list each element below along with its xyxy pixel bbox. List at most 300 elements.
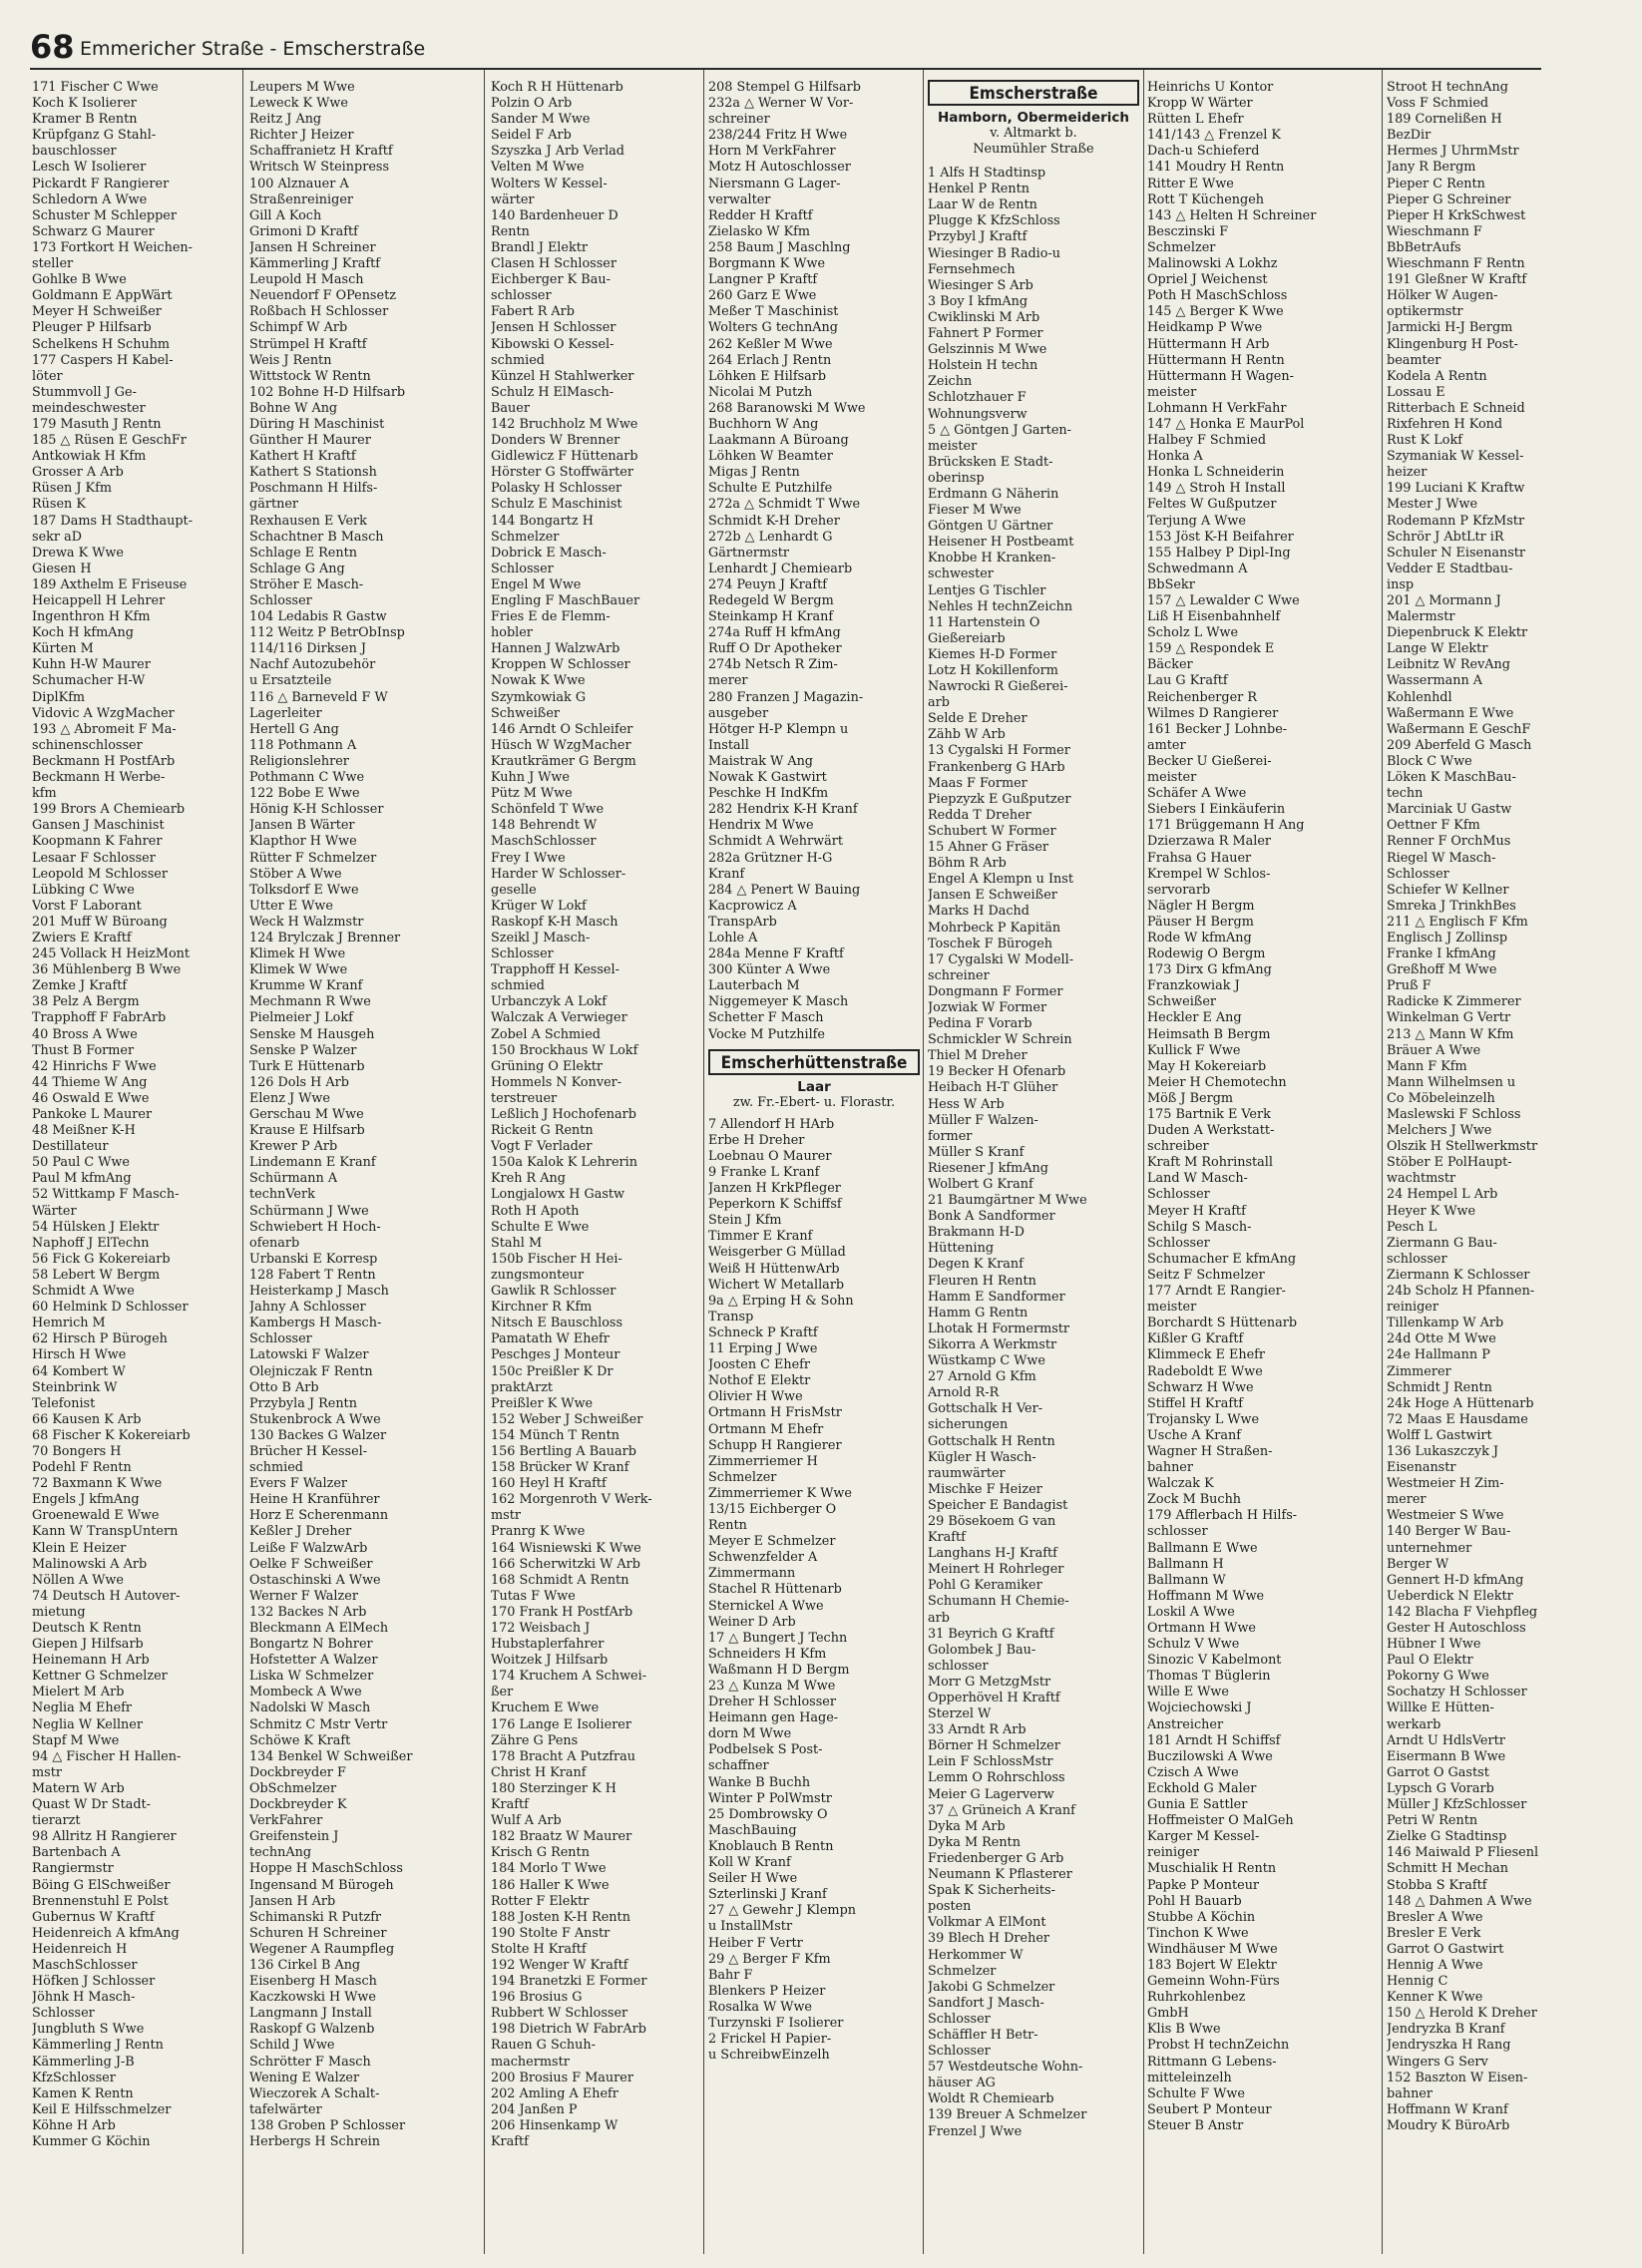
directory-entry: Zeichn	[928, 374, 973, 390]
directory-entry: Woldt R Chemiearb	[928, 2091, 1054, 2107]
directory-entry: Nägler H Bergm	[1147, 898, 1255, 914]
directory-entry: Rüsen J Kfm	[32, 481, 112, 497]
directory-entry: Mohrbeck P Kapitän	[928, 920, 1061, 936]
directory-entry: Jensen H Schlosser	[491, 320, 616, 336]
directory-entry: 190 Stolte F Anstr	[491, 1925, 611, 1941]
directory-entry: Kirchner R Kfm	[491, 1300, 593, 1316]
directory-entry: Waßermann E Wwe	[1387, 705, 1514, 721]
directory-entry: Börner H Schmelzer	[928, 1738, 1060, 1754]
directory-entry: Rauen G Schuh-	[491, 2038, 596, 2054]
directory-entry: Latowski F Walzer	[249, 1347, 369, 1363]
directory-entry: Pütz M Wwe	[491, 786, 573, 802]
directory-entry: 134 Benkel W Schweißer	[249, 1748, 413, 1764]
directory-entry: Lange W Elektr	[1387, 641, 1488, 657]
directory-entry: Gansen J Maschinist	[32, 818, 165, 834]
directory-entry: Wieschmann F Rentn	[1387, 256, 1525, 272]
directory-entry: Horz E Scherenmann	[249, 1508, 389, 1524]
directory-entry: Mechmann R Wwe	[249, 994, 371, 1010]
directory-entry: Bohne W Ang	[249, 400, 338, 416]
directory-entry: Löhken W Beamter	[708, 449, 833, 465]
directory-entry: Frahsa G Hauer	[1147, 850, 1252, 866]
directory-entry: 150c Preißler K Dr	[491, 1363, 614, 1379]
directory-entry: Greßhoff M Wwe	[1387, 962, 1497, 978]
directory-entry: Rixfehren H Kond	[1387, 416, 1503, 432]
directory-entry: Kämmerling J Rentn	[32, 2038, 164, 2054]
directory-entry: Nothof E Elektr	[708, 1373, 811, 1389]
directory-entry: Pieper C Rentn	[1387, 176, 1485, 191]
directory-entry: Tinchon K Wwe	[1147, 1925, 1249, 1941]
directory-entry: 162 Morgenroth V Werk-	[491, 1492, 652, 1508]
directory-entry: 24e Hallmann P	[1387, 1347, 1490, 1363]
directory-entry: Schledorn A Wwe	[32, 191, 148, 207]
directory-entry: Kürten M	[32, 641, 94, 657]
directory-entry: Meyer H Kraftf	[1147, 1203, 1246, 1219]
directory-entry: Schumann H Chemie-	[928, 1594, 1069, 1610]
directory-entry: 70 Bongers H	[32, 1443, 122, 1459]
directory-entry: 159 △ Respondek E	[1147, 641, 1275, 657]
directory-entry: 300 Künter A Wwe	[708, 962, 831, 978]
directory-entry: Stroot H technAng	[1387, 80, 1508, 95]
directory-entry: Opperhövel H Kraftf	[928, 1691, 1060, 1705]
directory-entry: Nöllen A Wwe	[32, 1572, 124, 1588]
directory-entry: Preißler K Wwe	[491, 1395, 594, 1411]
directory-entry: 141 Moudry H Rentn	[1147, 160, 1285, 176]
directory-entry: Schürmann A	[249, 1171, 338, 1187]
directory-entry: 174 Kruchem A Schwei-	[491, 1669, 647, 1685]
directory-entry: Hess W Arb	[928, 1096, 1005, 1112]
directory-entry: 245 Vollack H HeizMont	[32, 946, 191, 962]
directory-entry: Bauer	[491, 400, 530, 416]
directory-entry: 187 Dams H Stadthaupt-	[32, 513, 194, 529]
directory-entry: Erdmann G Näherin	[928, 486, 1059, 502]
directory-entry: Schlosser	[928, 2011, 991, 2027]
directory-entry: 57 Westdeutsche Wohn-	[928, 2060, 1083, 2076]
directory-entry: 148 Behrendt W	[491, 818, 598, 834]
directory-entry: Schlotzhauer F	[928, 390, 1026, 406]
directory-entry: Franke I kfmAng	[1387, 946, 1496, 962]
directory-entry: Böing G ElSchweißer	[32, 1877, 171, 1893]
directory-entry: Lübking C Wwe	[32, 882, 135, 898]
directory-entry: 211 △ Englisch F Kfm	[1387, 914, 1528, 930]
directory-entry: reiniger	[1147, 1845, 1199, 1861]
directory-entry: 42 Hinrichs F Wwe	[32, 1058, 157, 1074]
directory-entry: 272a △ Schmidt T Wwe	[708, 497, 861, 513]
directory-entry: schlosser	[491, 288, 552, 304]
directory-entry: Schlosser	[928, 2044, 991, 2060]
directory-entry: Gottschalk H Ver-	[928, 1401, 1043, 1417]
directory-entry: Klimek W Wwe	[249, 962, 348, 978]
directory-entry: Stiffel H Kraftf	[1147, 1395, 1243, 1411]
directory-entry: Co Möbeleinzelh	[1387, 1090, 1495, 1106]
directory-entry: Krumme W Kranf	[249, 978, 363, 994]
directory-entry: 202 Amling A Ehefr	[491, 2085, 618, 2101]
directory-entry: ofenarb	[249, 1235, 300, 1251]
directory-entry: Destillateur	[32, 1139, 109, 1155]
directory-entry: Koch R H Hüttenarb	[491, 80, 623, 95]
directory-entry: Tolksdorf E Wwe	[249, 882, 359, 898]
directory-entry: Schuster M Schlepper	[32, 207, 177, 223]
directory-entry: Koopmann K Fahrer	[32, 834, 163, 850]
directory-entry: Keßler J Dreher	[249, 1524, 352, 1540]
column-rule	[484, 70, 485, 2254]
directory-entry: Ballmann H	[1147, 1556, 1224, 1572]
directory-entry: 232a △ Werner W Vor-	[708, 96, 854, 112]
directory-entry: Schmelzer	[491, 529, 560, 545]
directory-entry: dorn M Wwe	[708, 1726, 792, 1742]
directory-entry: meindeschwester	[32, 400, 146, 416]
directory-entry: Wüstkamp C Wwe	[928, 1353, 1045, 1369]
street-district: Laar	[797, 1078, 831, 1095]
directory-entry: 13/15 Eichberger O	[708, 1501, 837, 1517]
directory-entry: Leupold H Masch	[249, 272, 364, 288]
directory-entry: 72 Baxmann K Wwe	[32, 1476, 163, 1492]
directory-entry: bahner	[1387, 2085, 1433, 2101]
directory-entry: Pohl H Bauarb	[1147, 1893, 1242, 1909]
column-6	[1147, 80, 1379, 2254]
directory-entry: 213 △ Mann W Kfm	[1387, 1026, 1514, 1042]
directory-entry: Rodemann P KfzMstr	[1387, 513, 1525, 529]
directory-entry: Stubbe A Köchin	[1147, 1909, 1256, 1925]
directory-entry: mstr	[32, 1764, 62, 1780]
directory-entry: 150 △ Herold K Dreher	[1387, 2006, 1537, 2022]
directory-entry: Kummer G Köchin	[32, 2134, 151, 2149]
directory-entry: Winkelman G Vertr	[1387, 1010, 1511, 1026]
directory-entry: Schlosser	[1147, 1235, 1210, 1251]
directory-entry: Evers F Walzer	[249, 1476, 348, 1492]
directory-entry: 182 Braatz W Maurer	[491, 1829, 632, 1845]
directory-entry: Jansen B Wärter	[249, 818, 355, 834]
directory-entry: Podbelsek S Post-	[708, 1742, 823, 1758]
directory-entry: 60 Helmink D Schlosser	[32, 1300, 189, 1316]
directory-entry: 141/143 △ Frenzel K	[1147, 128, 1281, 144]
directory-entry: Zielke G Stadtinsp	[1387, 1829, 1507, 1845]
directory-entry: Hörster G Stoffwärter	[491, 465, 633, 481]
directory-entry: Redda T Dreher	[928, 807, 1031, 823]
directory-entry: Kißler G Kraftf	[1147, 1331, 1244, 1347]
page-header	[30, 28, 1541, 70]
directory-entry: Hennig A Wwe	[1387, 1957, 1483, 1973]
directory-entry: Schmickler W Schrein	[928, 1032, 1072, 1048]
directory-entry: Krempel W Schlos-	[1147, 866, 1271, 882]
directory-entry: Schlage E Rentn	[249, 545, 357, 561]
directory-entry: Eisenberg H Masch	[249, 1974, 377, 1990]
directory-entry: BbSekr	[1147, 576, 1195, 592]
directory-entry: Poth H MaschSchloss	[1147, 288, 1288, 304]
directory-entry: 39 Blech H Dreher	[928, 1931, 1050, 1947]
directory-entry: 29 Bösekoem G van	[928, 1513, 1056, 1529]
directory-entry: May H Kokereiarb	[1147, 1058, 1267, 1074]
directory-entry: Mann Wilhelmsen u	[1387, 1074, 1516, 1090]
directory-entry: 3 Boy I kfmAng	[928, 293, 1028, 309]
directory-entry: Wille E Wwe	[1147, 1685, 1229, 1701]
directory-entry: Clasen H Schlosser	[491, 256, 616, 272]
directory-entry: Schwedmann A	[1147, 561, 1248, 576]
directory-entry: praktArzt	[491, 1379, 554, 1395]
directory-entry: 274 Peuyn J Kraftf	[708, 576, 828, 592]
directory-entry: Stapf M Wwe	[32, 1732, 120, 1748]
directory-entry: Schlage G Ang	[249, 561, 345, 576]
directory-entry: Schumacher E kfmAng	[1147, 1251, 1297, 1267]
directory-entry: Zwiers E Kraftf	[32, 930, 132, 945]
directory-entry: Ortmann H Wwe	[1147, 1621, 1256, 1636]
directory-entry: Schulz H ElMasch-	[491, 384, 615, 400]
directory-entry: 36 Mühlenberg B Wwe	[32, 962, 182, 978]
directory-entry: Land W Masch-	[1147, 1171, 1248, 1187]
directory-entry: Brennenstuhl E Polst	[32, 1893, 169, 1909]
directory-entry: Rütten L Ehefr	[1147, 112, 1244, 128]
directory-entry: Sikorra A Werkmstr	[928, 1336, 1057, 1352]
directory-entry: Kämmerling J Kraftf	[249, 256, 380, 272]
directory-entry: Czisch A Wwe	[1147, 1764, 1239, 1780]
directory-entry: Friedenberger G Arb	[928, 1850, 1064, 1866]
directory-entry: Diepenbruck K Elektr	[1387, 625, 1528, 641]
directory-entry: Otto B Arb	[249, 1379, 319, 1395]
directory-entry: Langhans H-J Kraftf	[928, 1546, 1057, 1562]
directory-entry: Redder H Kraftf	[708, 207, 813, 223]
directory-entry: Buczilowski A Wwe	[1147, 1748, 1273, 1764]
directory-entry: Waßermann E GeschF	[1387, 721, 1531, 737]
directory-entry: Opriel J Weichenst	[1147, 272, 1268, 288]
directory-entry: Hemrich M	[32, 1316, 106, 1331]
directory-entry: 37 △ Grüneich A Kranf	[928, 1802, 1075, 1818]
directory-entry: Heinemann H Arb	[32, 1653, 150, 1669]
directory-entry: 102 Bohne H-D Hilfsarb	[249, 384, 406, 400]
directory-entry: Kiemes H-D Former	[928, 646, 1057, 662]
directory-entry: Dongmann F Former	[928, 983, 1063, 999]
directory-entry: Brücksken E Stadt-	[928, 454, 1053, 470]
directory-entry: 196 Brosius G	[491, 1990, 583, 2006]
directory-entry: Kuhn J Wwe	[491, 770, 570, 786]
directory-entry: Loskil A Wwe	[1147, 1604, 1235, 1620]
directory-entry: Schneck P Kraftf	[708, 1324, 818, 1340]
directory-entry: Pankoke L Maurer	[32, 1107, 153, 1122]
directory-entry: Gottschalk H Rentn	[928, 1433, 1055, 1449]
directory-entry: schlosser	[1147, 1524, 1208, 1540]
directory-entry: 156 Bertling A Bauarb	[491, 1443, 636, 1459]
directory-entry: tafelwärter	[249, 2101, 322, 2117]
directory-entry: 13 Cygalski H Former	[928, 743, 1070, 759]
directory-entry: Krisch G Rentn	[491, 1845, 590, 1861]
directory-entry: schreiner	[708, 112, 770, 128]
entry-list	[491, 80, 700, 2150]
directory-entry: Matern W Arb	[32, 1780, 125, 1796]
directory-entry: Wegener A Raumpfleg	[249, 1941, 395, 1957]
directory-entry: 72 Maas E Hausdame	[1387, 1411, 1528, 1427]
directory-entry: Steinkamp H Kranf	[708, 609, 834, 625]
directory-entry: Senske P Walzer	[249, 1042, 357, 1058]
directory-entry: Klein E Heizer	[32, 1540, 127, 1556]
directory-entry: Fleuren H Rentn	[928, 1273, 1036, 1289]
directory-entry: Nadolski W Masch	[249, 1701, 371, 1716]
directory-entry: 152 Baszton W Eisen-	[1387, 2070, 1528, 2085]
directory-entry: 191 Gleßner W Kraftf	[1387, 272, 1527, 288]
directory-entry: bahner	[1147, 1460, 1193, 1476]
directory-entry: Lesaar F Schlosser	[32, 850, 156, 866]
directory-entry: schmied	[491, 352, 545, 368]
directory-entry: Jansen E Schweißer	[928, 888, 1057, 904]
directory-entry: Hüttening	[928, 1241, 995, 1257]
directory-entry: Schäffler H Betr-	[928, 2027, 1038, 2043]
directory-entry: 148 △ Dahmen A Wwe	[1387, 1893, 1532, 1909]
directory-entry: Fries E de Flemm-	[491, 609, 611, 625]
directory-entry: Wolters W Kessel-	[491, 176, 608, 191]
directory-entry: 118 Pothmann A	[249, 737, 357, 753]
directory-entry: Möß J Bergm	[1147, 1090, 1234, 1106]
directory-entry: Engling F MaschBauer	[491, 593, 640, 608]
directory-entry: Neglia M Ehefr	[32, 1701, 133, 1716]
directory-entry: Schweißer	[1147, 994, 1217, 1010]
directory-entry: 274b Netsch R Zim-	[708, 657, 838, 673]
street-location: Neumühler Straße	[973, 142, 1094, 158]
directory-entry: Hirsch H Wwe	[32, 1347, 127, 1363]
directory-entry: Rodewig O Bergm	[1147, 946, 1266, 962]
directory-entry: Renner F OrchMus	[1387, 834, 1511, 850]
directory-entry: tierarzt	[32, 1813, 81, 1829]
directory-entry: Gester H Autoschloss	[1387, 1621, 1526, 1636]
directory-entry: Pleuger P Hilfsarb	[32, 320, 152, 336]
directory-entry: 238/244 Fritz H Wwe	[708, 128, 848, 144]
directory-entry: Reitz J Ang	[249, 112, 322, 128]
directory-entry: Tutas F Wwe	[491, 1588, 576, 1604]
directory-entry: Ruhrkohlenbez	[1147, 1990, 1246, 2006]
directory-entry: amter	[1147, 737, 1186, 753]
directory-entry: 184 Morlo T Wwe	[491, 1861, 607, 1877]
directory-entry: 68 Fischer K Kokereiarb	[32, 1427, 191, 1443]
directory-entry: 17 △ Bungert J Techn	[708, 1630, 848, 1646]
directory-entry: 158 Brücker W Kranf	[491, 1460, 629, 1476]
directory-entry: Westmeier H Zim-	[1387, 1476, 1504, 1492]
directory-entry: Weiner D Arb	[708, 1614, 796, 1630]
directory-entry: Sinozic V Kabelmont	[1147, 1653, 1282, 1669]
directory-entry: 179 Afflerbach H Hilfs-	[1147, 1508, 1298, 1524]
directory-entry: Liska W Schmelzer	[249, 1669, 374, 1685]
directory-entry: reiniger	[1387, 1300, 1438, 1316]
directory-entry: Heine H Kranführer	[249, 1492, 380, 1508]
directory-entry: Rexhausen E Verk	[249, 513, 367, 529]
directory-entry: 194 Branetzki E Former	[491, 1974, 647, 1990]
directory-entry: Kämmerling J-B	[32, 2054, 135, 2070]
directory-entry: Riesener J kfmAng	[928, 1160, 1048, 1176]
directory-entry: Kruchem E Wwe	[491, 1701, 600, 1716]
directory-entry: Schubert W Former	[928, 823, 1056, 839]
directory-entry: Günther H Maurer	[249, 433, 371, 449]
directory-entry: Podehl F Rentn	[32, 1460, 132, 1476]
directory-entry: Dockbreyder K	[249, 1797, 347, 1813]
directory-entry: Schmelzer	[928, 1963, 997, 1979]
directory-entry: TranspArb	[708, 914, 777, 930]
directory-entry: Nawrocki R Gießerei-	[928, 679, 1068, 695]
directory-entry: Garrot O Gastwirt	[1387, 1941, 1504, 1957]
directory-entry: heizer	[1387, 465, 1428, 481]
directory-entry: Kraftf	[491, 1797, 529, 1813]
directory-entry: u InstallMstr	[708, 1919, 793, 1935]
directory-entry: 147 △ Honka E MaurPol	[1147, 416, 1305, 432]
directory-entry: 56 Fick G Kokereiarb	[32, 1251, 171, 1267]
directory-entry: Wingers G Serv	[1387, 2054, 1488, 2070]
directory-entry: Szymaniak W Kessel-	[1387, 449, 1524, 465]
directory-entry: 15 Ahner G Fräser	[928, 840, 1049, 856]
directory-entry: Henkel P Rentn	[928, 182, 1029, 197]
directory-entry: Szterlinski J Kranf	[708, 1887, 827, 1903]
directory-entry: 173 Fortkort H Weichen-	[32, 239, 193, 255]
directory-entry: 201 Muff W Büroang	[32, 914, 168, 930]
directory-entry: Halbey F Schmied	[1147, 433, 1267, 449]
directory-entry: 29 △ Berger F Kfm	[708, 1951, 831, 1967]
directory-entry: Schrör J AbtLtr iR	[1387, 529, 1504, 545]
directory-entry: Gubernus W Kraftf	[32, 1909, 155, 1925]
directory-entry: Walczak K	[1147, 1476, 1214, 1492]
directory-entry: Gärtnermstr	[708, 545, 790, 561]
directory-entry: Arndt U HdlsVertr	[1387, 1732, 1505, 1748]
directory-entry: 11 Hartenstein O	[928, 614, 1040, 630]
directory-entry: Schulte E Wwe	[491, 1219, 590, 1235]
directory-entry: Ruff O Dr Apotheker	[708, 641, 842, 657]
directory-entry: Dobrick E Masch-	[491, 545, 607, 561]
directory-entry: löter	[32, 368, 63, 384]
directory-entry: 176 Lange E Isolierer	[491, 1716, 631, 1732]
directory-entry: Roth H Apoth	[491, 1203, 580, 1219]
entry-list	[928, 166, 1139, 2140]
directory-entry: 2 Frickel H Papier-	[708, 2032, 832, 2048]
directory-entry: Pranrg K Wwe	[491, 1524, 586, 1540]
directory-entry: Werner F Walzer	[249, 1588, 358, 1604]
directory-entry: 272b △ Lenhardt G	[708, 529, 833, 545]
directory-entry: Raskopf G Walzenb	[249, 2022, 375, 2038]
directory-entry: Klapthor H Wwe	[249, 834, 357, 850]
directory-entry: Schrötter F Masch	[249, 2054, 371, 2070]
directory-entry: Vogt F Verlader	[491, 1139, 593, 1155]
directory-entry: Engel A Klempn u Inst	[928, 872, 1073, 888]
directory-entry: wärter	[491, 191, 535, 207]
directory-entry: Schelkens H Schuhm	[32, 336, 171, 352]
directory-entry: Schetter F Masch	[708, 1010, 824, 1026]
directory-entry: Writsch W Steinpress	[249, 160, 390, 176]
directory-entry: Przybyl J Kraftf	[928, 229, 1027, 245]
directory-entry: Schupp H Rangierer	[708, 1437, 842, 1453]
directory-entry: Hoffmeister O MalGeh	[1147, 1813, 1294, 1829]
directory-entry: Zock M Buchh	[1147, 1492, 1242, 1508]
directory-entry: Rentn	[708, 1518, 747, 1534]
directory-entry: 7 Allendorf H HArb	[708, 1116, 835, 1132]
directory-entry: 31 Beyrich G Kraftf	[928, 1626, 1054, 1642]
directory-entry: Wolters G technAng	[708, 320, 838, 336]
directory-entry: Giepen J Hilfsarb	[32, 1637, 144, 1653]
directory-entry: Walczak A Verwieger	[491, 1010, 627, 1026]
directory-entry: Hamm G Rentn	[928, 1305, 1028, 1321]
directory-entry: Meier H Chemotechn	[1147, 1074, 1287, 1090]
entry-list	[708, 80, 920, 1043]
directory-entry: Schmidt A Wehrwärt	[708, 834, 843, 850]
directory-entry: 64 Kombert W	[32, 1363, 126, 1379]
directory-entry: Heibach H-T Glüher	[928, 1080, 1058, 1096]
directory-entry: werkarb	[1387, 1716, 1441, 1732]
directory-entry: Schachtner B Masch	[249, 529, 384, 545]
directory-entry: Kodela A Rentn	[1387, 368, 1487, 384]
directory-entry: Nachf Autozubehör	[249, 657, 376, 673]
directory-entry: Zimmerriemer K Wwe	[708, 1485, 852, 1501]
directory-entry: Plugge K KfzSchloss	[928, 213, 1060, 229]
directory-entry: Hüttermann H Rentn	[1147, 352, 1285, 368]
directory-entry: 155 Halbey P Dipl-Ing	[1147, 545, 1291, 561]
directory-entry: Papke P Monteur	[1147, 1877, 1260, 1893]
directory-entry: Kenner K Wwe	[1387, 1990, 1483, 2006]
directory-entry: 199 Brors A Chemiearb	[32, 802, 186, 818]
directory-entry: Schuren H Schreiner	[249, 1925, 387, 1941]
directory-entry: former	[928, 1128, 973, 1144]
directory-entry: 144 Bongartz H	[491, 513, 594, 529]
directory-entry: Koll W Kranf	[708, 1855, 791, 1871]
directory-entry: Jansen H Arb	[249, 1893, 336, 1909]
